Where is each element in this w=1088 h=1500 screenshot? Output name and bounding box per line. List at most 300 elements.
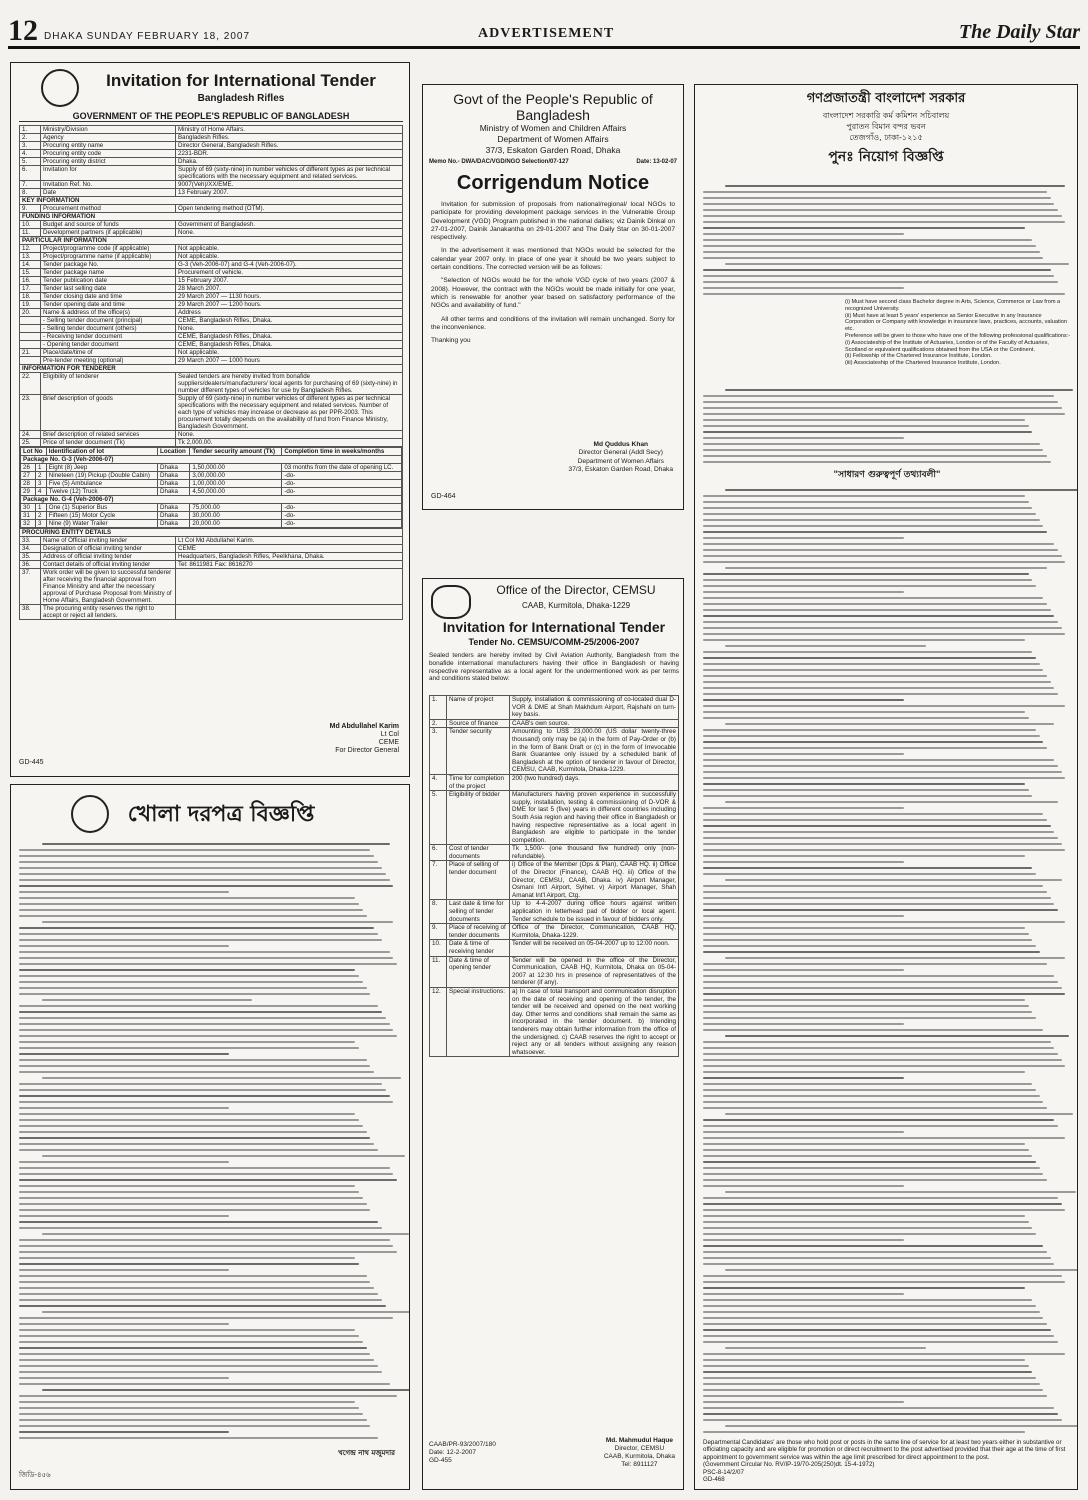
text-line: [703, 1299, 1032, 1301]
text-line: [19, 849, 370, 851]
lot-header-cell: Identification of lot: [46, 448, 157, 456]
bdr-signatory-rank: Lt Col: [380, 731, 399, 738]
bdr-signatory-title: CEME: [378, 739, 399, 746]
text-line: [19, 1203, 367, 1205]
row-value: Up to 4-4-2007 during office hours against written application in letterhead pad of bidder or local agent. Tender schedule to be issued in favour of bidders only.: [510, 900, 679, 924]
row-value: CAAB's own source.: [510, 719, 679, 728]
text-line: [703, 885, 1043, 887]
text-line: [19, 975, 359, 977]
text-line: [19, 1029, 393, 1031]
corr-department: Department of Women Affairs: [497, 134, 609, 144]
table-row: [20, 395, 403, 431]
text-line: [703, 1137, 1065, 1139]
row-value: Ministry of Home Affairs.: [176, 126, 403, 134]
text-line: [19, 1263, 359, 1265]
text-line: [703, 449, 1043, 451]
text-line: [703, 1215, 1025, 1217]
text-line: [703, 293, 1065, 295]
row-value: Lt Col Md Abdullahel Karim.: [176, 537, 403, 545]
section-row: [20, 529, 403, 537]
psc-recruitment-ad: [694, 84, 1078, 1490]
row-label: Procurement method: [41, 205, 176, 213]
text-line: [703, 1083, 1032, 1085]
text-line: [19, 951, 390, 953]
section-heading: PROCURING ENTITY DETAILS: [20, 529, 403, 537]
corr-para2: In the advertisement it was mentioned that NGOs would be selected for the calendar year 2007 only. In place of one year it should be two years subject to certain conditions. The corrected version will be as follows:: [431, 247, 675, 272]
table-row: [430, 728, 679, 775]
text-line: [19, 1239, 390, 1241]
text-line: [703, 203, 1054, 205]
text-line: [703, 1233, 1036, 1235]
text-line: [19, 1371, 382, 1373]
text-line: [725, 263, 1069, 265]
lot-cell: 3: [36, 480, 47, 488]
text-line: [42, 843, 390, 845]
lot-cell: 3: [36, 520, 47, 528]
text-line: [703, 431, 1032, 433]
table-row: [20, 181, 403, 189]
row-value: 28 March 2007.: [176, 285, 403, 293]
text-line: [703, 669, 1043, 671]
bengali-tender-ad: [10, 784, 410, 1490]
lot-cell: Nineteen (19) Pickup (Double Cabin): [46, 472, 157, 480]
table-row: [20, 325, 403, 333]
row-label: Price of tender document (Tk): [41, 439, 176, 447]
row-value: 9007(Veh)/XX/EME.: [176, 181, 403, 189]
row-number: 5.: [430, 791, 447, 845]
text-line: [703, 1305, 1036, 1307]
lot-cell: 30: [21, 504, 36, 512]
text-line: [703, 495, 1025, 497]
corr-para1: Invitation for submission of proposals from national/regional/ local NGOs to participate for providing development package services in the Vulnerable Group Development (VGD) Program published in the national dailies; viz Dainik Dinkal on 27-01-2007, Dainik Janakantha on 29-01-2007 and The Daily Star on 30-01-2007 respectively.: [431, 201, 675, 242]
text-line: [703, 1395, 1047, 1397]
text-line: [703, 585, 1036, 587]
text-line: [19, 1215, 229, 1217]
text-line: [703, 783, 1025, 785]
text-line: [703, 729, 1036, 731]
text-line: [703, 197, 1051, 199]
row-value: None.: [176, 229, 403, 237]
row-value: Procurement of vehicle.: [176, 269, 403, 277]
text-line: [703, 1161, 1036, 1163]
text-line: [703, 519, 1040, 521]
text-line: [19, 1191, 359, 1193]
text-line: [19, 1173, 393, 1175]
row-value: Headquarters, Bangladesh Rifles, Peelkhana, Dhaka.: [176, 553, 403, 561]
row-label: Work order will be given to successful tenderer after receiving the financial approval from Finance Ministry and after the necessary approval of Purchase Proposal from Ministry of Home Affairs, Bangladesh Government.: [41, 569, 176, 605]
row-number: 14.: [20, 261, 41, 269]
row-number: 38.: [20, 605, 41, 620]
text-line: [725, 185, 1065, 187]
row-number: 11.: [430, 956, 447, 987]
text-line: [19, 1269, 229, 1271]
bdr-tender-ad: [10, 62, 410, 777]
text-line: [703, 221, 1065, 223]
row-number: 23.: [20, 395, 41, 431]
row-number: 22.: [20, 373, 41, 395]
table-row: [20, 229, 403, 237]
text-line: [19, 1317, 393, 1319]
text-line: [703, 1209, 1065, 1211]
text-line: [703, 921, 1065, 923]
text-line: [19, 1341, 363, 1343]
lot-cell: Twelve (12) Truck: [46, 488, 157, 496]
row-value: Amounting to US$ 23,000.00 (US dollar twenty-three thousand) only may be (a) in the form of Pay-Order or (b) in the form of Bank Draft or (c) in the form of Irrevocable Bank Guarantee only issued by a scheduled bank of Bangladesh at the option of tenderer in favour of Director, CEMSU, CAAB, Kurmitola, Dhaka-1229.: [510, 728, 679, 775]
text-line: [703, 759, 1054, 761]
text-line: [42, 1311, 410, 1313]
lot-header-cell: Location: [158, 448, 190, 456]
text-line: [42, 1077, 401, 1079]
text-line: [703, 461, 1051, 463]
text-line: [19, 1101, 393, 1103]
row-number: 8.: [430, 900, 447, 924]
row-number: 3.: [430, 728, 447, 775]
row-number: 19.: [20, 301, 41, 309]
row-label: Place of selling of tender document: [447, 861, 510, 900]
lot-cell: Dhaka: [158, 520, 190, 528]
text-line: [703, 401, 1058, 403]
text-line: [19, 1089, 386, 1091]
text-line: [703, 287, 904, 289]
package-heading: Package No. G-3 (Veh-2006-07): [21, 456, 402, 464]
text-line: [703, 987, 1062, 989]
row-number: 15.: [20, 269, 41, 277]
row-label: The procuring entity reserves the right to accept or reject all tenders.: [41, 605, 176, 620]
row-label: Invitation for: [41, 166, 176, 181]
row-number: 33.: [20, 537, 41, 545]
text-line: [703, 1323, 1047, 1325]
psc-notice-title: পুনঃ নিয়োগ বিজ্ঞপ্তি: [828, 149, 944, 165]
row-label: Date & time of opening tender: [447, 956, 510, 987]
table-row: [20, 553, 403, 561]
text-line: [703, 1131, 904, 1133]
text-line: [19, 1287, 374, 1289]
lot-header-cell: Completion time in weeks/months: [282, 448, 402, 456]
row-value: Open tendering method (OTM).: [176, 205, 403, 213]
text-line: [703, 1353, 1065, 1355]
bengali-gd-code: জিডি-৪৫৬: [19, 1471, 51, 1479]
text-line: [703, 609, 1051, 611]
row-value: 29 March 2007 — 1130 hours.: [176, 293, 403, 301]
text-line: [703, 741, 1043, 743]
text-line: [703, 1197, 1058, 1199]
text-line: [703, 777, 1065, 779]
lot-cell: 4,50,000.00: [190, 488, 282, 496]
text-line: [703, 819, 1047, 821]
row-label: Tender security: [447, 728, 510, 775]
text-line: [19, 1065, 370, 1067]
text-line: [19, 1095, 390, 1097]
table-row: [430, 845, 679, 861]
text-line: [703, 831, 1054, 833]
text-line: [703, 1053, 1058, 1055]
package-row: [21, 456, 402, 464]
row-value: Manufacturers having proven experience in successfully supply, installation, testing & commissioning of D-VOR & DME for last 5 (five) years in different countries including South Asia region and having their office in Bangladesh or having respective representative as a local agent in Bangladesh are eligible to participate in the tender competition.: [510, 791, 679, 845]
text-line: [42, 1155, 405, 1157]
text-line: [703, 1065, 1065, 1067]
text-line: [19, 891, 229, 893]
text-line: [703, 687, 1054, 689]
text-line: [703, 663, 1040, 665]
text-line: [703, 543, 1054, 545]
lot-cell: One (1) Superior Bus: [46, 504, 157, 512]
text-line: [703, 507, 1032, 509]
table-row: [20, 158, 403, 166]
row-number: 24.: [20, 431, 41, 439]
cemsu-sig-tel: Tel: 8911127: [621, 1461, 658, 1468]
psc-circular: (Government Circular No. RV/IP-19/70-205(250)dt. 15-4-1972): [703, 1461, 875, 1469]
row-number: 12.: [20, 245, 41, 253]
row-label: Tender opening date and time: [41, 301, 176, 309]
text-line: [725, 801, 1058, 803]
row-label: Date & time of receiving tender: [447, 940, 510, 956]
table-row: [430, 956, 679, 987]
paper-name: The Daily Star: [958, 21, 1080, 43]
table-row: [20, 373, 403, 395]
section-row: [20, 237, 403, 245]
text-line: [703, 765, 1058, 767]
row-number: 5.: [20, 158, 41, 166]
lot-header-cell: Lot No: [21, 448, 47, 456]
bdr-signature-block: [330, 723, 399, 755]
text-line: [703, 1119, 1054, 1121]
text-line: [19, 1209, 370, 1211]
bengali-signatory: খগেন্দ্র নাথ মজুমদার: [338, 1449, 395, 1457]
text-line: [703, 281, 1058, 283]
text-line: [703, 561, 1065, 563]
text-line: [703, 591, 904, 593]
text-line: [703, 951, 1040, 953]
bdr-gov-heading: GOVERNMENT OF THE PEOPLE'S REPUBLIC OF BANGLADESH: [19, 111, 403, 122]
row-label: Name of Official inviting tender: [41, 537, 176, 545]
row-number: [20, 325, 41, 333]
text-line: [703, 1389, 1043, 1391]
row-label: Brief description of goods: [41, 395, 176, 431]
text-line: [703, 257, 1043, 259]
corr-title: Corrigendum Notice: [456, 172, 650, 194]
lot-cell: 03 months from the date of opening LC.: [282, 464, 402, 472]
row-value: None.: [176, 325, 403, 333]
row-number: 16.: [20, 277, 41, 285]
text-line: [19, 1197, 363, 1199]
text-line: [703, 1329, 1051, 1331]
row-value: Not applicable.: [176, 349, 403, 357]
cemsu-intro: Sealed tenders are hereby invited by Civil Aviation Authority, Bangladesh from the bonafide international manufacturers having their office in Bangladesh or having respective representative as a local agent for the undermentioned work as per terms and conditions stated below:: [429, 652, 679, 683]
text-line: [703, 861, 904, 863]
lot-row: [21, 480, 402, 488]
text-line: [703, 1251, 1047, 1253]
cemsu-ref: CAAB/PR-93/2007/180: [429, 1441, 496, 1448]
text-line: [703, 233, 904, 235]
text-line: [703, 969, 904, 971]
text-line: [703, 1257, 1051, 1259]
text-line: [703, 945, 1036, 947]
row-number: 36.: [20, 561, 41, 569]
row-label: Development partners (if applicable): [41, 229, 176, 237]
caab-emblem-icon: [431, 585, 471, 619]
lot-cell: 32: [21, 520, 36, 528]
psc-line4: তেজগাঁও, ঢাকা-১২১৫: [849, 133, 923, 142]
row-label: Special instructions:: [447, 987, 510, 1056]
row-number: [20, 341, 41, 349]
text-line: [703, 1047, 1054, 1049]
text-line: [19, 1023, 390, 1025]
lot-cell: 31: [21, 512, 36, 520]
row-number: 11.: [20, 229, 41, 237]
text-line: [703, 939, 1032, 941]
row-number: 9.: [430, 924, 447, 940]
requirement-line: (ii) Fellowship of the Chartered Insurance Institute, London.: [845, 353, 992, 360]
table-row: [20, 221, 403, 229]
lot-cell: 4: [36, 488, 47, 496]
row-label: Place of receiving of tender documents: [447, 924, 510, 940]
bdr-signatory: Md Abdullahel Karim: [329, 723, 399, 730]
text-line: [19, 879, 390, 881]
row-number: 6.: [20, 166, 41, 181]
table-row: [20, 333, 403, 341]
row-value: 2231-BDR.: [176, 150, 403, 158]
corr-signatory: Md Quddus Khan: [593, 441, 649, 448]
lot-cell: -do-: [282, 504, 402, 512]
corr-date: Date: 13-02-07: [636, 159, 677, 165]
lot-row: [21, 504, 402, 512]
text-line: [703, 1125, 1058, 1127]
cemsu-address: CAAB, Kurmitola, Dhaka-1229: [521, 601, 631, 610]
lot-cell: Dhaka: [158, 504, 190, 512]
lot-header-cell: Tender security amount (Tk): [190, 448, 282, 456]
text-line: [703, 1173, 1043, 1175]
lot-cell: Dhaka: [158, 512, 190, 520]
text-line: [703, 1143, 1025, 1145]
cemsu-signature-block: [604, 1437, 675, 1469]
text-line: [703, 1431, 1025, 1433]
text-line: [19, 1113, 355, 1115]
lot-cell: 1,50,000.00: [190, 464, 282, 472]
row-value: 200 (two hundred) days.: [510, 774, 679, 790]
table-row: [20, 569, 403, 605]
text-line: [703, 993, 1065, 995]
row-number: 3.: [20, 142, 41, 150]
text-line: [703, 1377, 1036, 1379]
row-label: Tender last selling date: [41, 285, 176, 293]
text-line: [703, 771, 1062, 773]
text-line: [703, 843, 1062, 845]
lot-cell: -do-: [282, 480, 402, 488]
requirement-line: (iii) Associateship of the Chartered Insurance Institute, London.: [845, 360, 1001, 367]
lot-cell: 3,00,000.00: [190, 472, 282, 480]
psc-english-requirements: [845, 299, 1071, 367]
bengali-signature-block: [338, 1447, 395, 1459]
text-line: [703, 981, 1058, 983]
row-label: Designation of official inviting tender: [41, 545, 176, 553]
text-line: [703, 615, 1054, 617]
table-row: [20, 166, 403, 181]
lot-cell: 1: [36, 504, 47, 512]
section-row: [20, 197, 403, 205]
text-line: [725, 1113, 1073, 1115]
lot-cell: 1,00,000.00: [190, 480, 282, 488]
text-line: [703, 1341, 1058, 1343]
table-row: [20, 253, 403, 261]
bdr-org: Bangladesh Rifles: [197, 93, 285, 104]
text-line: [19, 1377, 229, 1379]
psc-gov-title: গণপ্রজাতন্ত্রী বাংলাদেশ সরকার: [806, 91, 966, 106]
row-label: Brief description of related services: [41, 431, 176, 439]
requirement-line: (i) Associateship of the Institute of Actuaries, London or of the Faculty of Actuaries, Scotland or equivalent qualifications obtained from the USA or the Continent.: [845, 339, 1049, 353]
text-line: [19, 1047, 359, 1049]
row-number: 34.: [20, 545, 41, 553]
text-line: [703, 1317, 1043, 1319]
table-row: [20, 126, 403, 134]
text-line: [19, 969, 355, 971]
row-value: CEME, Bangladesh Rifles, Dhaka.: [176, 317, 403, 325]
text-line: [703, 1227, 1032, 1229]
text-line: [703, 1245, 1043, 1247]
text-line: [703, 513, 1036, 515]
table-row: [430, 900, 679, 924]
row-value: a) In case of total transport and communication disruption on the date of receiving and opening of the tender, the tender will be received and opened on the next working day. Other terms and conditions shall remain the same as incorporated in the tender document. b) Intending tenderers may obtain further information from the office of the undersigned. c) CAAB reserves the right to accept or reject any or all tenders without assigning any reason whatsoever.: [510, 987, 679, 1056]
lot-cell: 26: [21, 464, 36, 472]
row-value: G-3 (Veh-2006-07) and G-4 (Veh-2006-07).: [176, 261, 403, 269]
bengali-tender-title: খোলা দরপত্র বিজ্ঞপ্তি: [127, 802, 315, 827]
text-line: [19, 1083, 382, 1085]
row-label: Project/programme code (if applicable): [41, 245, 176, 253]
text-line: [703, 735, 1040, 737]
text-line: [19, 1431, 229, 1433]
lot-row: [21, 512, 402, 520]
text-line: [703, 215, 1062, 217]
text-line: [703, 873, 1036, 875]
corr-thanks: Thanking you: [431, 337, 471, 345]
text-line: [725, 1191, 1076, 1193]
row-label: Procuring entity district: [41, 158, 176, 166]
text-line: [19, 1035, 397, 1037]
row-value: Sealed tenders are hereby invited from bonafide suppliers/dealers/manufacturers/ local agents for purchasing of 69 (sixty-nine) in number different types of vehicles for use by Bangladesh Rifles.: [176, 373, 403, 395]
text-line: [703, 1011, 1032, 1013]
text-line: [703, 191, 1047, 193]
text-line: [703, 1185, 904, 1187]
row-number: 8.: [20, 189, 41, 197]
row-value: Supply, installation & commissioning of co-located dual D-VOR & DME at Shah Makhdum Airport, Rajshahi on turn-key basis.: [510, 696, 679, 720]
table-row: [20, 545, 403, 553]
text-line: [19, 993, 370, 995]
text-line: [19, 1353, 370, 1355]
row-number: 37.: [20, 569, 41, 605]
text-line: [19, 1251, 397, 1253]
text-line: [19, 1227, 382, 1229]
text-line: [703, 633, 1065, 635]
text-line: [19, 855, 374, 857]
row-value: Tel: 8611981 Fax: 8616270: [176, 561, 403, 569]
corr-signature-block: [569, 441, 673, 475]
table-row: [20, 317, 403, 325]
text-line: [703, 603, 1047, 605]
corr-gov: Govt of the People's Republic of Bangladesh: [453, 91, 653, 123]
text-line: [19, 987, 367, 989]
text-line: [19, 1347, 367, 1349]
row-label: Agency: [41, 134, 176, 142]
row-number: [20, 333, 41, 341]
row-value: 13 February 2007.: [176, 189, 403, 197]
text-line: [703, 1179, 1047, 1181]
text-line: [19, 1071, 374, 1073]
text-line: [703, 747, 1047, 749]
text-line: [703, 579, 1032, 581]
text-line: [19, 1383, 390, 1385]
text-line: [19, 927, 374, 929]
text-line: [703, 239, 1032, 241]
text-line: [19, 885, 393, 887]
